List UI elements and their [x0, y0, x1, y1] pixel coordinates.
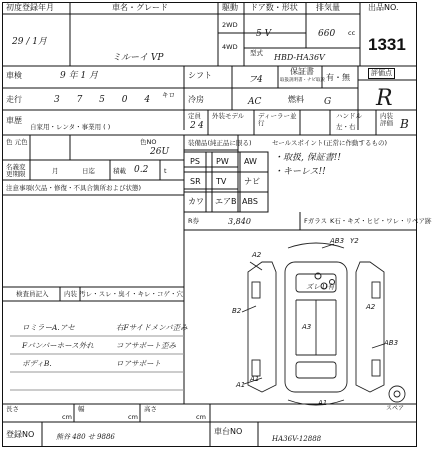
grade-value: R	[376, 86, 393, 111]
car-damage-diagram	[242, 243, 405, 405]
drive-2wd: 2WD	[222, 21, 238, 29]
diagram-label-a2-right: A2	[366, 303, 376, 311]
shaken-label: 車検	[6, 71, 22, 80]
lot-number: 1331	[368, 35, 406, 54]
glass-options: K石・キズ・ヒビ・ワレ・リペア跡	[330, 217, 432, 225]
glass-label: Fガラス	[304, 217, 328, 225]
inspector-note-2b: コアサポート歪み	[116, 341, 176, 350]
month-label: 月	[52, 167, 59, 175]
drive-label: 駆動	[222, 3, 238, 12]
diagram-label-a1-bottom-left: A1	[236, 381, 246, 389]
height-label: 高さ	[144, 405, 157, 413]
notes-label: 注意事項(欠品・修復・不具合箇所および状態)	[6, 184, 142, 192]
inspector-note-1b: 右Fサイドメンバ歪み	[116, 323, 188, 332]
diagram-label-a2-left: A2	[252, 251, 262, 259]
shaken-value: 9 年 1 月	[60, 71, 99, 81]
mileage-value: 3 7 5 0 4	[54, 95, 158, 105]
warranty-label: 保証書	[290, 67, 314, 76]
length-label: 長さ	[6, 405, 19, 413]
history-label: 車歴	[6, 116, 22, 125]
first-reg-value: 29 / 1月	[12, 37, 47, 47]
capacity-value: 2	[190, 121, 196, 131]
shift-label: シフト	[188, 71, 212, 80]
door-label: ドア数・形状	[250, 3, 298, 12]
diagram-label-ab3-top: AB3	[330, 237, 345, 245]
equip-abs: ABS	[242, 197, 258, 206]
dealer-label: ディーラー並行	[258, 112, 297, 127]
displacement-value: 660	[318, 29, 336, 39]
displacement-unit: cc	[348, 29, 356, 37]
fuel-value: G	[324, 97, 332, 107]
diagram-label-ab3-right: AB3	[384, 339, 399, 347]
diagram-label-a1-left: A1	[250, 375, 260, 383]
load-unit: t	[164, 167, 167, 175]
inspector-label: 検査員記入	[16, 290, 49, 298]
handle-value: 左・右	[336, 123, 356, 131]
inspector-note-2: Fバンパーホース外れ	[22, 341, 94, 350]
equip-navi: ナビ	[244, 177, 260, 186]
diagram-label-a3: A3	[302, 323, 312, 331]
day-label: 日迄	[82, 167, 95, 175]
load-value: 4	[198, 121, 204, 131]
grade-label: 評価点	[368, 68, 395, 79]
equip-ps: PS	[190, 157, 200, 166]
mileage-label: 走行	[6, 95, 22, 104]
first-reg-label: 初度登録年月	[6, 3, 54, 12]
interior-label: 内装評価	[380, 112, 393, 127]
equip-pw: PW	[216, 157, 229, 166]
inspector-note-3b: ロアサポート	[116, 359, 161, 368]
handle-label: ハンドル	[336, 112, 362, 120]
sales-label: セールスポイント(正常に作動するもの)	[272, 139, 387, 147]
reg-no-value: 熊谷 480 せ 9886	[56, 433, 115, 441]
capacity-label: 定員	[188, 112, 201, 120]
load-amount: 0.2	[134, 165, 149, 175]
door-value: 5 V	[256, 29, 272, 39]
recycle-value: 3,840	[228, 217, 251, 226]
inspector-note-1: ロミラーA.アセ	[22, 323, 75, 332]
width-label: 幅	[78, 405, 85, 413]
warranty-sub: 取扱説明書・ナビ取説	[280, 78, 325, 83]
fuel-label: 燃料	[288, 95, 304, 104]
history-options: 自家用・レンタ・事業用 ( )	[30, 123, 111, 131]
sales-line-1: ・取扱, 保証書!!	[274, 153, 341, 163]
color-value: 26U	[150, 147, 170, 157]
chassis-label: 車台NO	[214, 427, 243, 436]
type-label: 型式	[250, 49, 263, 57]
load-label: 積載	[113, 167, 126, 175]
aircon-label: 冷房	[188, 95, 204, 104]
inspector-options: 内装 汚レ・スレ・臭イ・キレ・コゲ・穴	[64, 290, 184, 298]
car-name-value: ミルーイ VP	[112, 53, 164, 63]
color-no-label: 色NO	[140, 138, 157, 146]
lot-label: 出品NO.	[368, 3, 399, 12]
car-name-label: 車名・グレード	[112, 3, 168, 12]
exterior-label: 外装モデル	[212, 112, 245, 120]
equip-tv: TV	[216, 177, 227, 186]
drive-4wd: 4WD	[222, 43, 238, 51]
diagram-label-y2: Y2	[350, 237, 359, 245]
width-unit: cm	[128, 413, 138, 421]
type-value: HBD-HA36V	[274, 53, 325, 62]
color-label: 色 元色	[6, 138, 28, 146]
diagram-label-b2: B2	[232, 307, 242, 315]
chassis-value: HA36V-12888	[272, 435, 322, 443]
equip-label: 装備品(純正品に限る)	[188, 139, 252, 147]
warranty-value: 有・無	[326, 73, 350, 82]
shift-value: フ4	[248, 75, 263, 85]
displacement-label: 排気量	[316, 3, 340, 12]
equip-sr: SR	[190, 177, 201, 186]
aircon-value: AC	[248, 97, 262, 107]
inspector-note-3: ボディB.	[22, 359, 52, 368]
recycle-label: R券	[188, 217, 200, 225]
length-unit: cm	[62, 413, 72, 421]
equip-aw: AW	[244, 157, 257, 166]
sales-line-2: ・キーレス!!	[274, 167, 326, 177]
equip-kawa: カワ	[188, 197, 204, 206]
spare-label: スペア	[386, 405, 405, 412]
diagram-label-a1-bottom: A1	[318, 399, 328, 407]
mileage-unit: キロ	[162, 91, 175, 99]
name-change-label: 名義変更期限	[6, 163, 26, 178]
diagram-top-note: ズレ U有	[306, 283, 335, 291]
reg-no-label: 登録NO	[6, 430, 35, 439]
height-unit: cm	[196, 413, 206, 421]
equip-airbag: エアB	[215, 197, 237, 206]
interior-value: B	[400, 117, 409, 131]
